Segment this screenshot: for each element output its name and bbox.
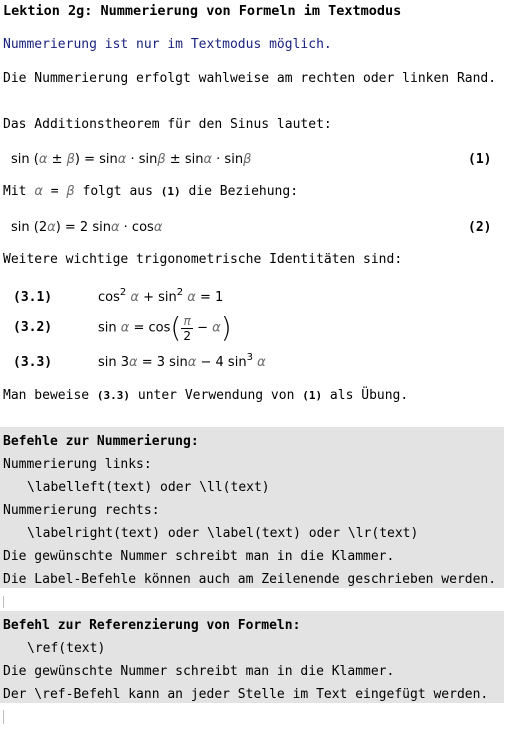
proof-post: als Übung.	[322, 388, 409, 403]
eq1-dot2: · sin	[212, 152, 244, 167]
eq1-rhs: ) = sin	[74, 152, 118, 167]
box2-line1: \ref(text)	[27, 641, 106, 656]
mit-mid: folgt aus	[74, 184, 161, 199]
commands-reference-box	[0, 611, 504, 703]
eq2-alpha3: α	[153, 220, 163, 235]
paragraph-numbering: Die Nummerierung erfolgt wahlweise am rechten oder linken Rand.	[3, 71, 497, 86]
equation-3-3-number: (3.3)	[13, 355, 53, 370]
eq1-dot1: · sin	[126, 152, 158, 167]
eq31-exp: 2	[119, 287, 127, 298]
eq33-minus: − 4 sin	[196, 355, 247, 370]
paragraph-addition-theorem: Das Additionstheorem für den Sinus lautet:	[3, 117, 332, 132]
box2-line3: Der \ref-Befehl kann an jeder Stelle im Text eingefügt werden.	[3, 687, 489, 702]
eq31-exp2: 2	[176, 287, 184, 298]
eq33-exp: 3	[246, 352, 253, 363]
box1-line1: Nummerierung links:	[3, 457, 152, 472]
eq1-rhs-alpha: α	[117, 152, 127, 167]
eq2-alpha2: α	[110, 220, 120, 235]
commands-numbering-box	[0, 427, 504, 588]
paragraph-proof	[3, 388, 408, 404]
equation-3-2-number: (3.2)	[13, 320, 53, 335]
eq2-pre: sin (2	[11, 220, 48, 235]
eq1-alpha: α	[38, 152, 48, 167]
eq33-alpha2: α	[187, 355, 197, 370]
eq33-sin: sin 3	[98, 355, 130, 370]
box1-line2: \labelleft(text) oder \ll(text)	[27, 480, 270, 495]
mit-ref: (1)	[160, 185, 181, 198]
intro-note: Nummerierung ist nur im Textmodus möglich.	[3, 37, 332, 52]
proof-ref2: (1)	[302, 389, 323, 402]
proof-mid: unter Verwendung von	[130, 388, 303, 403]
box2-heading: Befehl zur Referenzierung von Formeln:	[3, 618, 301, 633]
eq32-alpha: α	[120, 320, 130, 336]
proof-pre: Man beweise	[3, 388, 97, 403]
eq32-fraction	[181, 314, 193, 343]
box1-line6: Die Label-Befehle können auch am Zeilenende geschrieben werden.	[3, 572, 497, 587]
mit-pre: Mit	[3, 184, 35, 199]
box1-line5: Die gewünschte Nummer schreibt man in die Klammer.	[3, 549, 395, 564]
eq32-minus: −	[192, 320, 213, 336]
eq1-pm: ±	[51, 152, 63, 167]
eq1-beta: β	[66, 152, 75, 167]
equation-2-number: (2)	[468, 220, 492, 235]
mit-beta: β	[66, 184, 75, 199]
eq2-alpha: α	[47, 220, 56, 235]
eq31-plus: + sin	[138, 290, 177, 305]
eq32-eq: = cos	[129, 320, 171, 336]
eq32-two: 2	[183, 328, 191, 343]
eq1-rhs-alpha2: α	[203, 152, 213, 167]
box1-heading: Befehle zur Nummerierung:	[3, 434, 199, 449]
mit-post: die Beziehung:	[180, 184, 299, 199]
box1-line4: \labelright(text) oder \label(text) oder \lr(text)	[27, 526, 419, 541]
eq2-dot: · cos	[119, 220, 154, 235]
paragraph-mit	[3, 184, 298, 200]
eq1-rhs-beta2: β	[243, 152, 252, 167]
eq1-pm2: ± sin	[165, 152, 204, 167]
mit-alpha: α	[34, 184, 43, 199]
eq33-alpha3: α	[257, 355, 266, 370]
cursor-line-2	[3, 710, 4, 724]
box1-line3: Nummerierung rechts:	[3, 503, 160, 518]
eq31-cos: cos	[98, 290, 120, 305]
equation-3-2	[98, 310, 232, 347]
equation-3-3	[98, 352, 266, 372]
equation-1: sin (α ± β) = sinα · sinβ ± sinα · sinβ	[11, 152, 252, 167]
eq2-mid: ) = 2 sin	[55, 220, 111, 235]
equation-3-1-number: (3.1)	[13, 290, 53, 305]
equation-1-number: (1)	[468, 152, 492, 167]
eq1-sin: sin	[11, 152, 30, 167]
paragraph-identities: Weitere wichtige trigonometrische Identitäten sind:	[3, 252, 403, 267]
eq32-pi: π	[181, 314, 193, 329]
eq31-alpha2: α	[187, 290, 196, 305]
eq31-eq: = 1	[195, 290, 224, 305]
mit-eq: =	[42, 184, 67, 199]
eq32-alpha2: α	[212, 320, 221, 336]
eq33-alpha: α	[129, 355, 138, 370]
page-title: Lektion 2g: Nummerierung von Formeln im Textmodus	[3, 3, 402, 19]
equation-2	[11, 220, 162, 236]
eq33-eq: = 3 sin	[137, 355, 188, 370]
eq31-alpha: α	[130, 290, 139, 305]
box2-line2: Die gewünschte Nummer schreibt man in die Klammer.	[3, 664, 395, 679]
equation-3-1	[98, 287, 224, 307]
eq32-open-paren: (	[170, 311, 182, 344]
proof-ref1: (3.3)	[96, 389, 131, 402]
eq32-close-paren: )	[220, 311, 232, 344]
eq32-sin: sin	[98, 320, 121, 336]
eq1-rhs-beta: β	[157, 152, 166, 167]
cursor-line-1	[3, 596, 4, 608]
